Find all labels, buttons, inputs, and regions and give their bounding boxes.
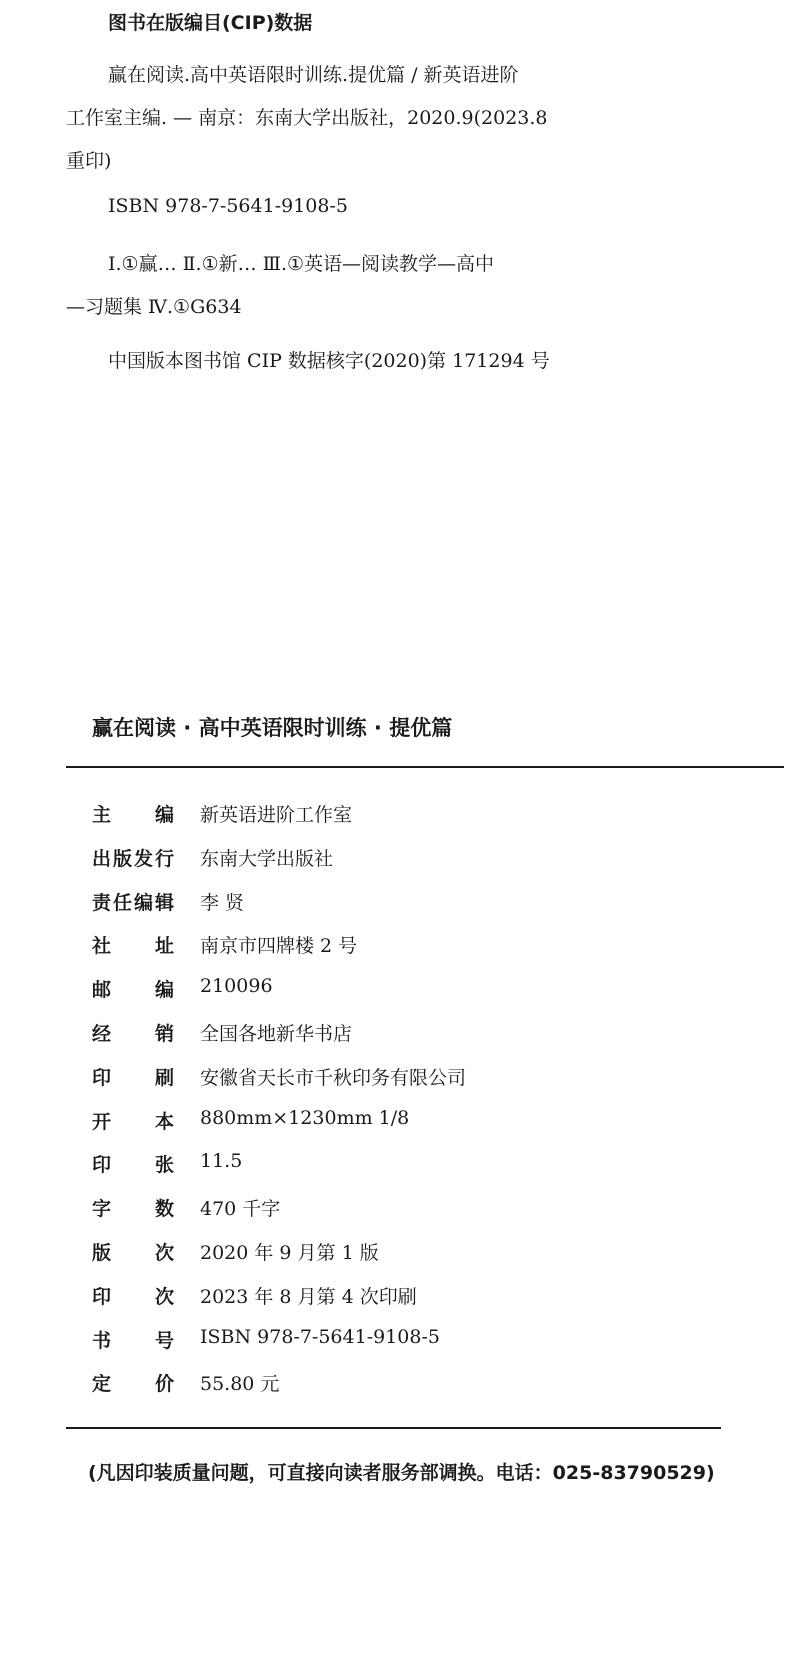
cip-record-number: 中国版本图书馆 CIP 数据核字(2020)第 171294 号 (108, 350, 550, 372)
info-label: 印 刷 (92, 1066, 174, 1089)
info-value: 880mm×1230mm 1/8 (200, 1106, 410, 1129)
info-label: 印 次 (92, 1285, 174, 1308)
info-row (92, 1194, 712, 1224)
info-value: 2023 年 8 月第 4 次印刷 (200, 1285, 417, 1308)
info-row (92, 1107, 712, 1137)
info-value: 新英语进阶工作室 (200, 804, 353, 826)
info-label: 经 销 (92, 1023, 174, 1045)
info-label: 责 任 编 辑 (92, 891, 174, 914)
info-row (92, 931, 712, 961)
info-label: 版 次 (92, 1242, 174, 1264)
info-value: 470 千字 (200, 1198, 281, 1221)
info-label: 印 张 (92, 1154, 174, 1177)
info-value: 南京市四牌楼 2 号 (200, 935, 358, 958)
info-value: 东南大学出版社 (200, 847, 334, 870)
info-label: 开 本 (92, 1110, 174, 1133)
info-value: 2020 年 9 月第 1 版 (200, 1242, 379, 1264)
info-row (92, 1326, 712, 1356)
cip-line: 工作室主编. — 南京：东南大学出版社，2020.9(2023.8 (66, 107, 548, 129)
info-label: 定 价 (92, 1373, 174, 1396)
cip-classification: Ⅰ.①赢… Ⅱ.①新… Ⅲ.①英语—阅读教学—高中 (108, 253, 495, 275)
info-row (92, 1150, 712, 1180)
info-row (92, 1063, 712, 1093)
info-row (92, 844, 712, 874)
info-value: 55.80 元 (200, 1373, 280, 1396)
info-row (92, 888, 712, 918)
info-label: 主 编 (92, 804, 174, 826)
info-row (92, 1019, 712, 1049)
info-label: 书 号 (92, 1329, 174, 1352)
info-value: 安徽省天长市千秋印务有限公司 (200, 1066, 467, 1089)
info-value: ISBN 978-7-5641-9108-5 (200, 1325, 440, 1348)
info-value: 11.5 (200, 1150, 243, 1173)
cip-line: 赢在阅读.高中英语限时训练.提优篇 / 新英语进阶 (108, 64, 519, 86)
info-row (92, 1369, 712, 1399)
info-label: 邮 编 (92, 979, 174, 1002)
info-value: 李 贤 (200, 891, 245, 914)
book-title: 赢在阅读 · 高中英语限时训练 · 提优篇 (92, 716, 453, 740)
info-row (92, 1282, 712, 1312)
cip-classification: —习题集 Ⅳ.①G634 (66, 296, 242, 318)
divider-top (66, 766, 784, 768)
info-row (92, 1238, 712, 1268)
info-row (92, 975, 712, 1005)
info-label: 出 版 发 行 (92, 847, 174, 870)
info-label: 社 址 (92, 935, 174, 958)
cip-heading: 图书在版编目(CIP)数据 (108, 12, 313, 34)
info-value: 全国各地新华书店 (200, 1023, 353, 1045)
info-row (92, 800, 712, 830)
service-notice: (凡因印装质量问题，可直接向读者服务部调换。电话：025-83790529) (88, 1462, 715, 1484)
divider-bottom (66, 1427, 721, 1429)
cip-isbn: ISBN 978-7-5641-9108-5 (108, 195, 348, 217)
info-label: 字 数 (92, 1198, 174, 1221)
info-value: 210096 (200, 975, 273, 998)
cip-line: 重印) (66, 150, 112, 172)
